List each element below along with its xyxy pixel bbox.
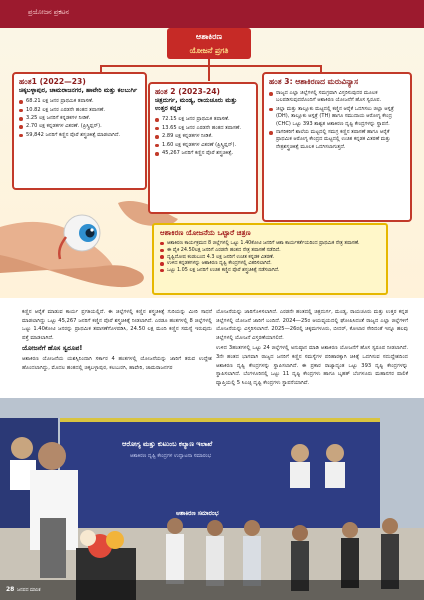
phase-2-card [148, 82, 258, 214]
summary-heading: ಆಶಾಕಿರಣ ಯೋಜನೆಯ ಒಟ್ಟಾರೆ ಚಿತ್ರಣ [160, 228, 251, 237]
phase-1-card [12, 72, 147, 190]
podium-text: ಆಶಾಕಿರಣ ಸಮಾರಂಭ [176, 510, 219, 517]
phase-2-districts: ಚಿತ್ರದುರ್ಗ, ಮಂಡ್ಯ, ರಾಯಚೂರು ಮತ್ತು ಉತ್ತರ ಕನ್ನಡ [155, 97, 237, 113]
phase-2-list [155, 116, 251, 157]
infographic-title [167, 28, 251, 59]
section-title: ಪ್ರಯೋಜನ ಪ್ರಕಟನ [28, 8, 69, 16]
summary-item: ದೃಷ್ಟಿದೋಷ ಕಂಡುಬಂದ 4.3 ಲಕ್ಷ ಜನರಿಗೆ ಉಚಿತ ಕನ್ನಡಕ ವಿತರಣೆ. [160, 254, 380, 261]
body-left-subheading: ಯೋಜನೆಗೆ ಹೊಸ ಸ್ವರೂಪ! [22, 344, 83, 353]
connector-vertical [208, 59, 210, 81]
phase-3-card [262, 72, 412, 222]
summary-item: ಒಟ್ಟು 1.05 ಲಕ್ಷ ಜನರಿಗೆ ಉಚಿತ ಕಣ್ಣಿನ ಪೊರೆ ಶಸ್ತ್ರಚಿಕಿತ್ಸೆ ನಡೆಸಲಾಗಿದೆ. [160, 267, 380, 274]
event-photo [0, 398, 424, 600]
body-column-right [216, 308, 408, 389]
phase-1-item: 2.70 ಲಕ್ಷ ಕನ್ನಡಕಗಳ ವಿತರಣೆ. (ಪ್ರಿಸ್ಕ್ರಿಪ್ಷನ್). [19, 123, 140, 130]
title-line-2: ಯೋಜನೆ ಪ್ರಗತಿ [189, 46, 229, 55]
summary-item: ಈ ಪೈಕಿ 24.50ಲಕ್ಷ ಜನರಿಗೆ ಎರಡನೇ ಹಂತದ ನೇತ್ರ ತಪಾಸಣೆ ನಡೆದಿದೆ. [160, 247, 380, 254]
phase-2-item: 1.60 ಲಕ್ಷ ಕನ್ನಡಕಗಳ ವಿತರಣೆ (ಪ್ರಿಸ್ಕ್ರಿಪ್ಷನ್). [155, 142, 251, 149]
phase-2-item: 13.65 ಲಕ್ಷ ಜನರ ಎರಡನೇ ಹಂತದ ತಪಾಸಣೆ. [155, 125, 251, 132]
banner-subtitle: ಆಶಾಕಿರಣ ದೃಷ್ಟಿ ಕೇಂದ್ರಗಳ ಉದ್ಘಾಟನಾ ಸಮಾರಂಭ [130, 453, 212, 459]
body-right-paragraph-2: ಉಳಿದ 3ಹಂತಗಳಲ್ಲಿ ಒಟ್ಟು 24 ಜಿಲ್ಲೆಗಳಲ್ಲಿ ಅನುಷ್ಠಾನ ಮಾಡಿ ಆಶಾಕಿರಣ ಯೋಜನೆಗೆ ಹೊಸ ಸ್ವರೂಪ ನೀಡಲಾಗಿದೆ. 3ನೇ ಹಂತದ ಭಾಗವಾಗಿ ರಾಜ್ಯದ ಜನರಿಗೆ ಕಣ್ಣಿನ ಸಮಸ್ಯೆಗಳ ಪರಿಹಾರಕ್ಕಾಗಿ ಚಿಕಿತ್ಸೆ ಒದಗಿಸುವ ಸದುದ್ದೇಶದಿಂದ ಆಶಾಕಿರಣ ದೃಷ್ಟಿ ಕೇಂದ್ರಗಳನ್ನು ಸ್ಥಾಪಿಸಲಾಗಿದೆ. ಈ ಪ್ರಕಾರ ರಾಜ್ಯಾದ್ಯಂತ ಒಟ್ಟು 393 ದೃಷ್ಟಿ ಕೇಂದ್ರಗಳನ್ನು ಸ್ಥಾಪಿಸಲಾಗಿದೆ. ಬೆಂಗಳೂರಿನಲ್ಲಿ ಒಟ್ಟು 11 ದೃಷ್ಟಿ ಕೇಂದ್ರಗಳು ಹಾಗೂ ಬೃಹತ್ ಬೆಂಗಳೂರು ಮಹಾನಗರ ಪಾಲಿಕೆ ವ್ಯಾಪ್ತಿಯಲ್ಲಿ 5 ಸಿಎಚ್ಸಿ ದೃಷ್ಟಿ ಕೇಂದ್ರಗಳು ಸ್ಥಾಪನೆಯಾಗಿವೆ. [216, 345, 408, 386]
phase-3-list [269, 90, 405, 151]
header-band [0, 0, 424, 28]
phase-1-item: 68.21 ಲಕ್ಷ ಜನರ ಪ್ರಾಥಮಿಕ ತಪಾಸಣೆ. [19, 98, 140, 105]
summary-item: ಆಶಾಕಿರಣ ಕಾರ್ಯಕ್ರಮದ 8 ಜಿಲ್ಲೆಗಳಲ್ಲಿ ಒಟ್ಟು 1.40ಕೋಟಿ ಜನರಿಗೆ ಆಶಾ ಕಾರ್ಯಕರ್ತೆಯರಿಂದ ಪ್ರಾಥಮಿಕ ನೇತ್ರ ತಪಾಸಣೆ. [160, 240, 380, 247]
phase-3-item: ನಾಗರಿಕರಿಗೆ ಶಾಲೆಯ ಮಟ್ಟದಲ್ಲಿ ಸಮಗ್ರ ಕಣ್ಣಿನ ತಪಾಸಣೆ ಹಾಗೂ ಆರೈಕೆ ಪ್ರಾಥಮಿಕ ಆರೋಗ್ಯ ಕೇಂದ್ರದ ಮಟ್ಟದಲ್ಲಿ ಉಚಿತ ಕನ್ನಡಕ ವಿತರಣೆ ಮತ್ತು ನೇತ್ರಶಸ್ತ್ರಚಿಕಿತ್ಸೆ ಮೂಲಕ ಒದಗಿಸಲಾಗುತ್ತದೆ. [269, 129, 405, 151]
summary-box [152, 223, 388, 295]
magazine-name: ಜನಪದ ಮಾಸಿಕ [17, 588, 41, 593]
banner-title: ಆರೋಗ್ಯ ಮತ್ತು ಕುಟುಂಬ ಕಲ್ಯಾಣ ಇಲಾಖೆ [122, 440, 213, 448]
phase-1-heading: ಹಂತ1 (2022—23) [19, 77, 86, 86]
body-left-paragraph-2: ಆಶಾಕಿರಣ ಯೋಜನೆಯ ಯಶಸ್ಸಿನಿಂದಾಗಿ ಸರ್ಕಾರ 4 ಹಂತಗಳಲ್ಲಿ ಯೋಜನೆಯನ್ನು ಜಾರಿಗೆ ತರುವ ಉದ್ದೇಶ ಹೊಂದಲಾಗಿದ್ದು, ಮೊದಲ ಹಂತದಲ್ಲಿ ಚಿಕ್ಕಬಳ್ಳಾಪುರ, ಕಲಬುರಗಿ, ಹಾವೇರಿ, ಚಾಮರಾಜನಗರ [22, 355, 212, 371]
body-left-paragraph-1: ಕಣ್ಣಿನ ಆರೈಕೆ ಮಾಡುವ ಕಾರ್ಯ ಪ್ರಗತಿಯಲ್ಲಿದೆ. ಈ ಜಿಲ್ಲೆಗಳಲ್ಲಿ ಕಣ್ಣಿನ ಶಸ್ತ್ರಚಿಕಿತ್ಸೆ ಗುರಿಯನ್ನು ಮೀರಿ ಸಾಧನೆ ಮಾಡಲಾಗಿದ್ದು ಒಟ್ಟು 45,267 ಜನರಿಗೆ ಕಣ್ಣಿನ ಪೊರೆ ಶಸ್ತ್ರಚಿಕಿತ್ಸೆ ನೀಡಲಾಗಿದೆ. ಎರಡೂ ಹಂತಗಳಲ್ಲಿ 8 ಜಿಲ್ಲೆಗಳಲ್ಲಿ ಒಟ್ಟು 1.40ಕೋಟಿ ಜನರನ್ನು ಪ್ರಾಥಮಿಕ ತಪಾಸಣೆಗೊಳಪಡಿಸಿ, 24.50 ಲಕ್ಷ ಮಂದಿ ಕಣ್ಣಿನ ಸಮಸ್ಯೆ ಇರುವುದು ಪತ್ತೆ ಮಾಡಲಾಗಿದೆ. [22, 309, 212, 341]
phase-2-item: 2.89 ಲಕ್ಷ ಕನ್ನಡಕಗಳ ನೀಡಿಕೆ. [155, 133, 251, 140]
phase-1-districts: ಚಿಕ್ಕಬಳ್ಳಾಪುರ, ಚಾಮರಾಜನಗರ, ಹಾವೇರಿ ಮತ್ತು ಕಲಬುರ್ಗಿ [19, 87, 138, 94]
phase-3-item: ರಾಜ್ಯದ ಎಲ್ಲಾ ಜಿಲ್ಲೆಗಳಲ್ಲಿ ಸಮಗ್ರವಾಗಿ ವಿಸ್ತರಿಸುವುದರ ಮೂಲಕ ಬಲಪಡಿಸುವುದರೊಂದಿಗೆ ಆಶಾಕಿರಣ ಯೋಜನೆಗೆ ಹೊಸ ಸ್ವರೂಪ. [269, 90, 405, 105]
phase-1-item: 3.25 ಲಕ್ಷ ಜನರಿಗೆ ಕನ್ನಡಕಗಳ ನೀಡಿಕೆ. [19, 115, 140, 122]
phase-2-heading: ಹಂತ 2 (2023-24) [155, 87, 221, 96]
phase-1-item: 59,842 ಜನರಿಗೆ ಕಣ್ಣಿನ ಪೊರೆ ಶಸ್ತ್ರಚಿಕಿತ್ಸೆ ಮಾಡಲಾಗಿದೆ. [19, 132, 140, 139]
body-right-paragraph-1: ಯೋಜನೆಯನ್ನು ಜಾರಿಗೊಳಿಸಲಾಗಿದೆ. ಎರಡನೇ ಹಂತದಲ್ಲಿ ಚಿತ್ರದುರ್ಗ, ಮಂಡ್ಯ, ರಾಯಚೂರು ಮತ್ತು ಉತ್ತರ ಕನ್ನಡ ಜಿಲ್ಲೆಗಳಲ್ಲಿ ಯೋಜನೆ ಜಾರಿಗೆ ಬಂದಿದೆ. 2024—25ರ ಆಯವ್ಯಯದಲ್ಲಿ ಘೋಷಿಸಿದಂತೆ ರಾಜ್ಯದ ಎಲ್ಲಾ ಜಿಲ್ಲೆಗಳಿಗೆ ಯೋಜನೆಯನ್ನು ವಿಸ್ತರಿಸಲಾಗಿದೆ. 2025—26ರಲ್ಲಿ ಚಿಕ್ಕಮಗಳೂರು, ಬೀದರ್, ಕೋಲಾರ ಸೇರಿದಂತೆ ಇನ್ನೂ ಹಲವು ಜಿಲ್ಲೆಗಳಲ್ಲಿ ಯೋಜನೆ ವಿಸ್ತರಣೆಯಾಗಲಿದೆ. [216, 309, 408, 341]
phase-3-heading: ಹಂತ 3: ಆಶಾಕಿರಣದ ಮರುವಿನ್ಯಾಸ [269, 77, 359, 86]
body-column-left [22, 308, 212, 374]
phase-3-item: ಜಿಲ್ಲಾ ಮತ್ತು ತಾಲ್ಲೂಕು ಮಟ್ಟದಲ್ಲಿ ಕಣ್ಣಿನ ಆರೈಕೆ ಒದಗಿಸಲು ಜಿಲ್ಲಾ ಆಸ್ಪತ್ರೆ (DH), ತಾಲ್ಲೂಕು ಆಸ್ಪತ್ರೆ (TH) ಹಾಗೂ ಸಮುದಾಯ ಆರೋಗ್ಯ ಕೇಂದ್ರ (CHC) ಒಟ್ಟು 393 ಶಾಶ್ವತ ಆಶಾಕಿರಣ ದೃಷ್ಟಿ ಕೇಂದ್ರಗಳನ್ನು ಸ್ಥಾಪನೆ. [269, 106, 405, 128]
page-number: 28 [6, 586, 15, 593]
summary-list [160, 240, 380, 274]
title-line-1: ಆಶಾಕಿರಣ [195, 32, 223, 41]
phase-1-list [19, 98, 140, 139]
connector-horizontal [100, 65, 320, 67]
phase-2-item: 45,267 ಜನರಿಗೆ ಕಣ್ಣಿನ ಪೊರೆ ಶಸ್ತ್ರಚಿಕಿತ್ಸೆ. [155, 150, 251, 157]
summary-item: ಉಳಿದ ಕನ್ನಡಕಗಳನ್ನು ಆಶಾಕಿರಣ ದೃಷ್ಟಿ ಕೇಂದ್ರಗಳಲ್ಲಿ ವಿತರಿಸಲಾಗಿದೆ. [160, 260, 380, 267]
event-photo-scene [0, 398, 424, 600]
phase-1-item: 10.82 ಲಕ್ಷ ಜನರ ಎರಡನೇ ಹಂತದ ತಪಾಸಣೆ. [19, 107, 140, 114]
phase-2-item: 72.15 ಲಕ್ಷ ಜನರ ಪ್ರಾಥಮಿಕ ತಪಾಸಣೆ. [155, 116, 251, 123]
